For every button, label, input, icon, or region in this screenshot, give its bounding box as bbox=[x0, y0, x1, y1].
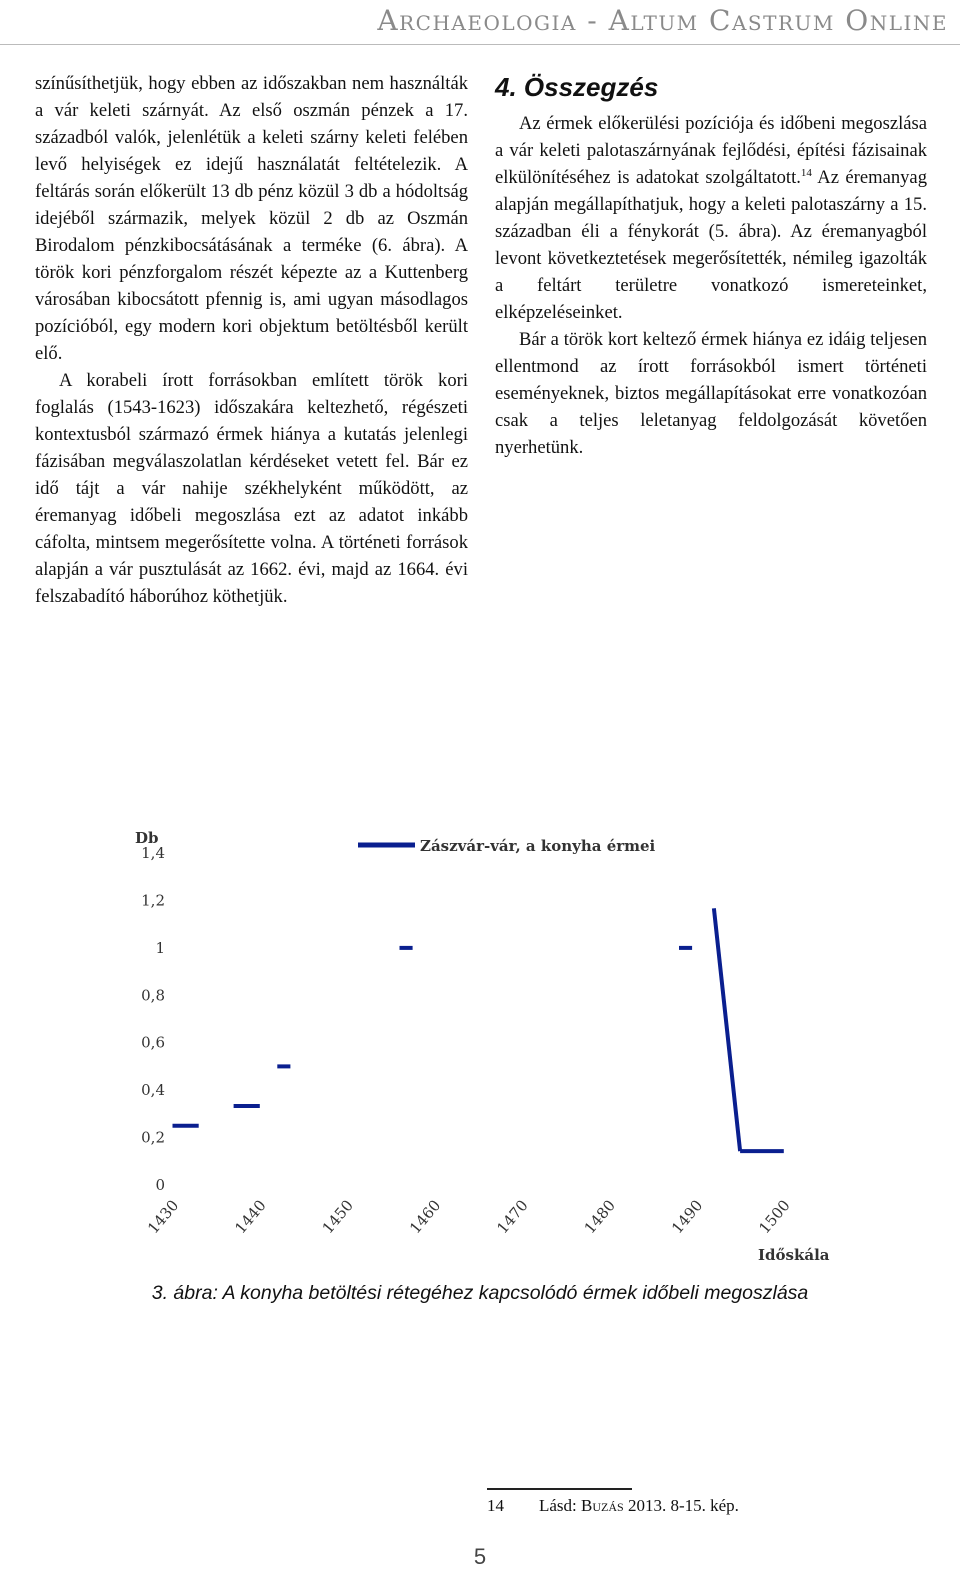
journal-title: Archaeologia - Altum Castrum Online bbox=[377, 4, 948, 37]
right-paragraph-1-start: Az érmek előkerülési pozíciója és időbeni megoszlása a vár keleti palotaszárnyának fejlődési, építési fázisainak elkülönítéséhez is adatokat szolgáltatott. bbox=[495, 113, 927, 188]
right-paragraph-1 bbox=[495, 110, 927, 326]
figure-caption: 3. ábra: A konyha betöltési rétegéhez kapcsolódó érmek időbeli megoszlása bbox=[151, 1282, 809, 1304]
legend-label: Zászvár-vár, a konyha érmei bbox=[420, 837, 656, 855]
y-tick-label: 0,4 bbox=[141, 1081, 165, 1100]
footnote-author: Buzás bbox=[581, 1496, 624, 1515]
y-tick-label: 0,2 bbox=[141, 1128, 165, 1147]
x-axis-label: Időskála bbox=[758, 1246, 830, 1264]
footnote-text-start: Lásd: bbox=[539, 1496, 582, 1515]
left-paragraph-2: A korabeli írott forrásokban említett török kori foglalás (1543-1623) időszakára keltezhető, régészeti kontextusból származó érmek hiánya a kutatás jelenlegi fázisában megválaszolatlan kérdéseket vetett fel. Bár ez idő tájt a vár nahije székhelyként működött, az éremanyag időbeli megoszlása ezt az adatot inkább cáfolta, mintsem megerősítette volna. A történeti források alapján a vár pusztulását az 1662. évi, majd az 1664. évi felszabadító háborúhoz köthetjük. bbox=[35, 370, 468, 607]
left-column bbox=[35, 70, 468, 610]
y-axis-label: Db bbox=[135, 829, 159, 847]
series-segment bbox=[714, 908, 740, 1151]
right-column bbox=[495, 70, 927, 461]
x-tick-label: 1490 bbox=[668, 1196, 707, 1238]
y-tick-label: 1,2 bbox=[141, 891, 165, 910]
header-divider bbox=[0, 44, 960, 45]
section-heading: 4. Összegzés bbox=[495, 72, 659, 102]
right-paragraph-2: Bár a török kort keltező érmek hiánya ez idáig teljesen ellentmond az írott forrásokból ismert történeti eseményeknek, biztos megállapításokat erre vonatkozóan csak a teljes leletanyag feldolgozását követően nyerhetünk. bbox=[495, 329, 927, 458]
y-tick-label: 0,8 bbox=[141, 986, 165, 1005]
x-tick-label: 1470 bbox=[493, 1196, 532, 1238]
x-axis bbox=[144, 1196, 794, 1237]
y-tick-label: 1 bbox=[155, 938, 165, 957]
x-tick-label: 1480 bbox=[580, 1196, 620, 1238]
x-tick-label: 1500 bbox=[755, 1196, 794, 1238]
footnote-text-end: 2013. 8-15. kép. bbox=[623, 1496, 739, 1515]
footnote bbox=[487, 1496, 739, 1516]
y-axis bbox=[141, 844, 165, 1194]
left-paragraph-1: színűsíthetjük, hogy ebben az időszakban nem használták a vár keleti szárnyát. Az első oszmán pénzek a 17. századból valók, jelenlétük a keleti szárny keleti felében levő helyiségek ez idejű használatát feltételezik. A feltárás során előkerült 13 db pénz közül 3 db a hódoltság idejéből származik, melyek közül 2 db az Oszmán Birodalom pénzkibocsátásának a terméke (6. ábra). A török kori pénzforgalom részét képezte az a Kuttenberg városában kibocsátott pfennig is, ami ugyan másodlagos pozícióból, egy modern kori objektum betöltésből került elő. bbox=[35, 73, 468, 364]
footnote-divider bbox=[487, 1488, 632, 1490]
footnote-number: 14 bbox=[487, 1496, 504, 1515]
right-paragraph-1-end: Az éremanyag alapján megállapíthatjuk, hogy a keleti palotaszárny a 15. században éli a fénykorát (5. ábra). Az éremanyagból levont következtetések megerősítették, némileg igazolták a feltárt területre vonatkozó ismereteinket, elképzeléseinket. bbox=[495, 167, 927, 323]
y-tick-label: 0,6 bbox=[141, 1033, 165, 1052]
page-number: 5 bbox=[473, 1544, 487, 1569]
y-tick-label: 1,4 bbox=[141, 844, 165, 862]
x-tick-label: 1440 bbox=[231, 1196, 270, 1238]
x-tick-label: 1430 bbox=[144, 1196, 183, 1238]
x-tick-label: 1450 bbox=[318, 1196, 358, 1238]
coin-distribution-chart bbox=[110, 815, 840, 1275]
y-tick-label: 0 bbox=[155, 1176, 165, 1194]
series-lines bbox=[173, 908, 784, 1151]
x-tick-label: 1460 bbox=[406, 1196, 445, 1238]
footnote-reference[interactable]: 14 bbox=[800, 166, 812, 179]
